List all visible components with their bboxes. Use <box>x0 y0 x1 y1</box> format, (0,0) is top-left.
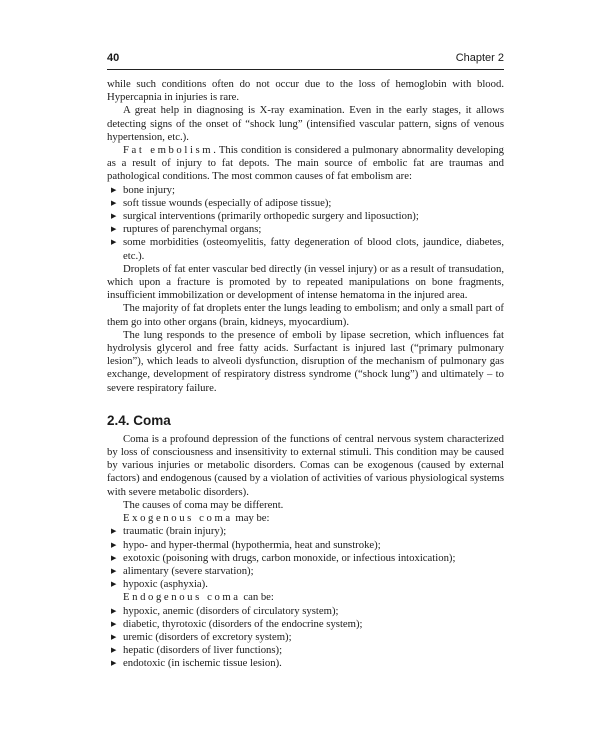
list-item: ▶ alimentary (severe starvation); <box>111 564 254 577</box>
bullet-icon: ▶ <box>111 198 117 207</box>
bullet-icon: ▶ <box>111 212 117 221</box>
paragraph: A great help in diagnosing is X-ray examination. Even in the early stages, it allows detecting signs of the onset of “shock lung” (intensified vascular pattern, signs of venous hypertension, etc.). <box>107 104 504 143</box>
bullet-icon: ▶ <box>111 659 117 668</box>
list-item: ▶ hypoxic, anemic (disorders of circulatory system); <box>111 604 339 617</box>
bullet-icon: ▶ <box>111 185 117 194</box>
chapter-title: Chapter 2 <box>455 52 504 64</box>
list-item: ▶ soft tissue wounds (especially of adipose tissue); <box>111 196 332 209</box>
paragraph: The lung responds to the presence of emboli by lipase secretion, which influences fat hydrolysis glycerol and free fatty acids. Surfactant is injured last (“primary pulmonary lesion”), which leads to alveoli dysfunction, disruption of the mechanism of pulmonary gas exchange, development of respiratory distress syndrome (“shock lung”) and ultimately – to severe respiratory failure. <box>107 328 504 394</box>
bullet-icon: ▶ <box>111 619 117 628</box>
paragraph <box>107 591 504 604</box>
paragraph <box>107 512 504 525</box>
list-item: ▶ uremic (disorders of excretory system); <box>111 630 292 643</box>
paragraph: The causes of coma may be different. <box>123 498 284 511</box>
paragraph-text: . This condition is considered a pulmonary abnormality developing as a result of injury to fat depots. The main source of embolic fat are traumas and pathological conditions. The most common causes of fat embolism are: <box>107 144 504 183</box>
list-item: ▶ endotoxic (in ischemic tissue lesion). <box>111 657 282 670</box>
bullet-icon: ▶ <box>111 553 117 562</box>
header-rule <box>107 69 504 70</box>
body-text <box>107 78 504 671</box>
term-endogenous-coma: Endogenous coma <box>123 591 241 604</box>
list-item: ▶ diabetic, thyrotoxic (disorders of the endocrine system); <box>111 617 363 630</box>
section-heading: 2.4. Coma <box>107 412 171 428</box>
list-item: ▶ hypoxic (asphyxia). <box>111 578 208 591</box>
paragraph: Droplets of fat enter vascular bed directly (in vessel injury) or as a result of transudation, which upon a fracture is promoted by to repeated manipulations on bone fragments, insufficient immobilization or development of intense hematoma in the injured area. <box>107 262 504 302</box>
list-item: ▶ hepatic (disorders of liver functions); <box>111 644 283 657</box>
bullet-icon: ▶ <box>111 225 117 234</box>
paragraph-text: can be: <box>240 591 274 604</box>
bullet-icon: ▶ <box>111 606 117 615</box>
endogenous-coma-list <box>107 605 504 671</box>
bullet-icon: ▶ <box>111 632 117 641</box>
list-item: ▶ some morbidities (osteomyelitis, fatty degeneration of blood clots, jaundice, diabetes, etc.). <box>111 236 504 262</box>
term-fat-embolism: Fat embolism <box>123 144 214 157</box>
bullet-icon: ▶ <box>111 580 117 589</box>
paragraph: The majority of fat droplets enter the lungs leading to embolism; and only a small part of them go into other organs (brain, kidneys, myocardium). <box>107 302 504 328</box>
list-item: ▶ ruptures of parenchymal organs; <box>111 223 262 236</box>
paragraph <box>107 144 504 184</box>
bullet-icon: ▶ <box>111 527 117 536</box>
list-item: ▶ traumatic (brain injury); <box>111 525 227 538</box>
running-header <box>107 52 504 68</box>
bullet-icon: ▶ <box>111 540 117 549</box>
bullet-icon: ▶ <box>111 566 117 575</box>
list-item: ▶ surgical interventions (primarily orthopedic surgery and liposuction); <box>111 210 419 223</box>
paragraph: Coma is a profound depression of the functions of central nervous system characterized by loss of consciousness and insensitivity to external stimuli. This condition may be caused by various injuries or metabolic disorders. Comas can be exogenous (caused by external factors) and endogenous (caused by a violation of activities of various physiological systems with severe metabolic disorders). <box>107 432 504 498</box>
list-item: ▶ hypo- and hyper-thermal (hypothermia, heat and sunstroke); <box>111 538 381 551</box>
list-item: ▶ exotoxic (poisoning with drugs, carbon monoxide, or infectious intoxication); <box>111 551 456 564</box>
page-number: 40 <box>107 52 120 64</box>
bullet-icon: ▶ <box>111 238 117 247</box>
paragraph: while such conditions often do not occur due to the loss of hemoglobin with blood. Hypercapnia in injuries is rare. <box>107 78 504 104</box>
bullet-icon: ▶ <box>111 646 117 655</box>
term-exogenous-coma: Exogenous coma <box>123 512 233 525</box>
list-item: ▶ bone injury; <box>111 183 175 196</box>
paragraph-text: may be: <box>232 512 270 525</box>
exogenous-coma-list <box>107 525 504 591</box>
fat-embolism-causes-list <box>107 184 504 263</box>
